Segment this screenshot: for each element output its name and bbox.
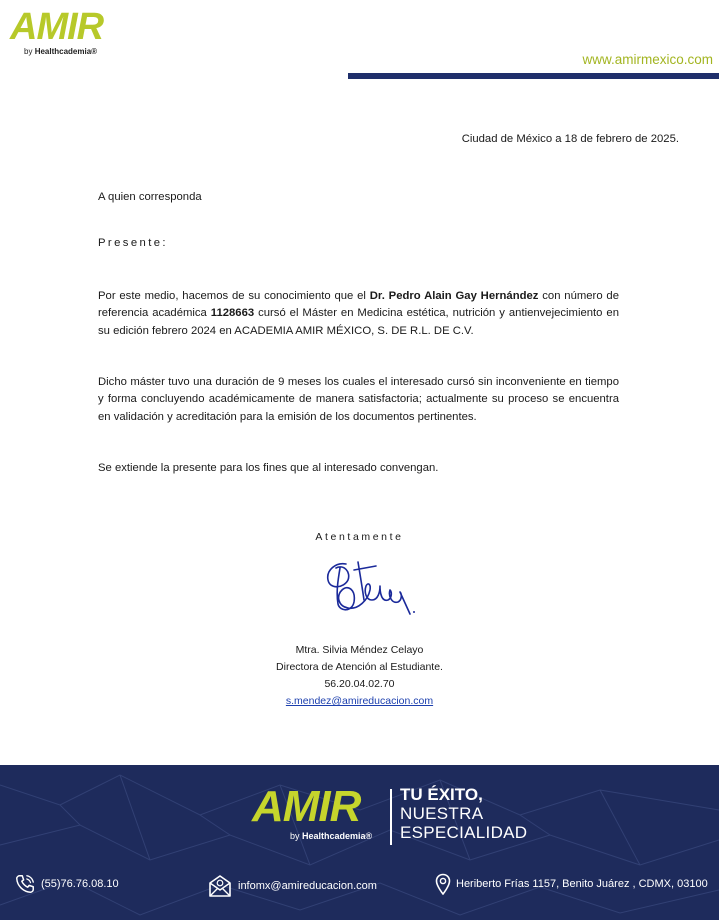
footer-logo-brand: Healthcademia® (302, 831, 373, 841)
location-pin-icon (435, 873, 451, 895)
letter-paragraph-3: Se extiende la presente para los fines que al interesado convengan. (98, 462, 439, 474)
p1-student-name: Dr. Pedro Alain Gay Hernández (369, 290, 539, 302)
header-logo-wordmark: AMIR (10, 6, 104, 48)
footer-slogan-line-2: NUESTRA (400, 804, 484, 823)
footer-address-text: Heriberto Frías 1157, Benito Juárez , CDMX, 03100 (456, 878, 708, 890)
letter-paragraph-1 (98, 288, 619, 340)
footer-slogan (400, 785, 527, 842)
signer-title: Directora de Atención al Estudiante. (276, 661, 443, 673)
signature-image (318, 556, 418, 616)
header-logo (10, 8, 130, 56)
footer-logo-tagline (290, 831, 387, 841)
header-logo-by: by (24, 47, 33, 56)
signer-phone: 56.20.04.02.70 (324, 678, 395, 690)
footer-logo-by: by (290, 831, 300, 841)
footer-email-text: infomx@amireducacion.com (238, 880, 377, 892)
header-logo-tagline (24, 47, 130, 56)
footer-contact-email[interactable] (207, 873, 377, 899)
footer-phone-text: (55)76.76.08.10 (41, 878, 119, 890)
footer-slogan-line-3: ESPECIALIDAD (400, 823, 528, 842)
footer-logo-wordmark: AMIR (252, 782, 361, 831)
header-accent-bar (348, 73, 719, 79)
footer-logo (252, 782, 387, 841)
letter-closing (0, 531, 719, 543)
footer-contact-address[interactable] (435, 873, 708, 895)
mail-icon (207, 873, 233, 899)
letter-recipient: A quien corresponda (98, 191, 202, 203)
header-website-link[interactable]: www.amirmexico.com (582, 52, 713, 67)
footer (0, 765, 719, 920)
signer-block (0, 642, 719, 710)
letter-closing-text: Atentamente (315, 531, 404, 543)
letter-presente: Presente: (98, 237, 168, 249)
footer-contact-phone[interactable] (14, 873, 119, 895)
phone-icon (14, 873, 36, 895)
signer-email-link[interactable]: s.mendez@amireducacion.com (285, 695, 434, 707)
p1-text-b: con número de referencia académica (98, 290, 619, 320)
footer-slogan-line-1: TU ÉXITO, (400, 785, 483, 804)
letter-date: Ciudad de México a 18 de febrero de 2025. (461, 133, 679, 145)
header-logo-brand: Healthcademia® (34, 47, 98, 56)
signer-name: Mtra. Silvia Méndez Celayo (295, 644, 424, 656)
footer-logo-divider (390, 789, 392, 845)
p1-text-a: Por este medio, hacemos de su conocimiento que el (98, 290, 370, 302)
letter-paragraph-2: Dicho máster tuvo una duración de 9 meses los cuales el interesado cursó sin inconveniente en tiempo y forma concluyendo académicamente de manera satisfactoria; actualmente su proceso se encuentra en validación y acreditación para la emisión de los documentos pertinentes. (98, 376, 619, 423)
p1-reference-number: 1128663 (210, 307, 255, 320)
p1-text-c: cursó el Máster en Medicina estética, nutrición y antienvejecimiento en su edición febrero 2024 en ACADEMIA AMIR MÉXICO, S. DE R.L. DE C.V. (98, 307, 619, 337)
